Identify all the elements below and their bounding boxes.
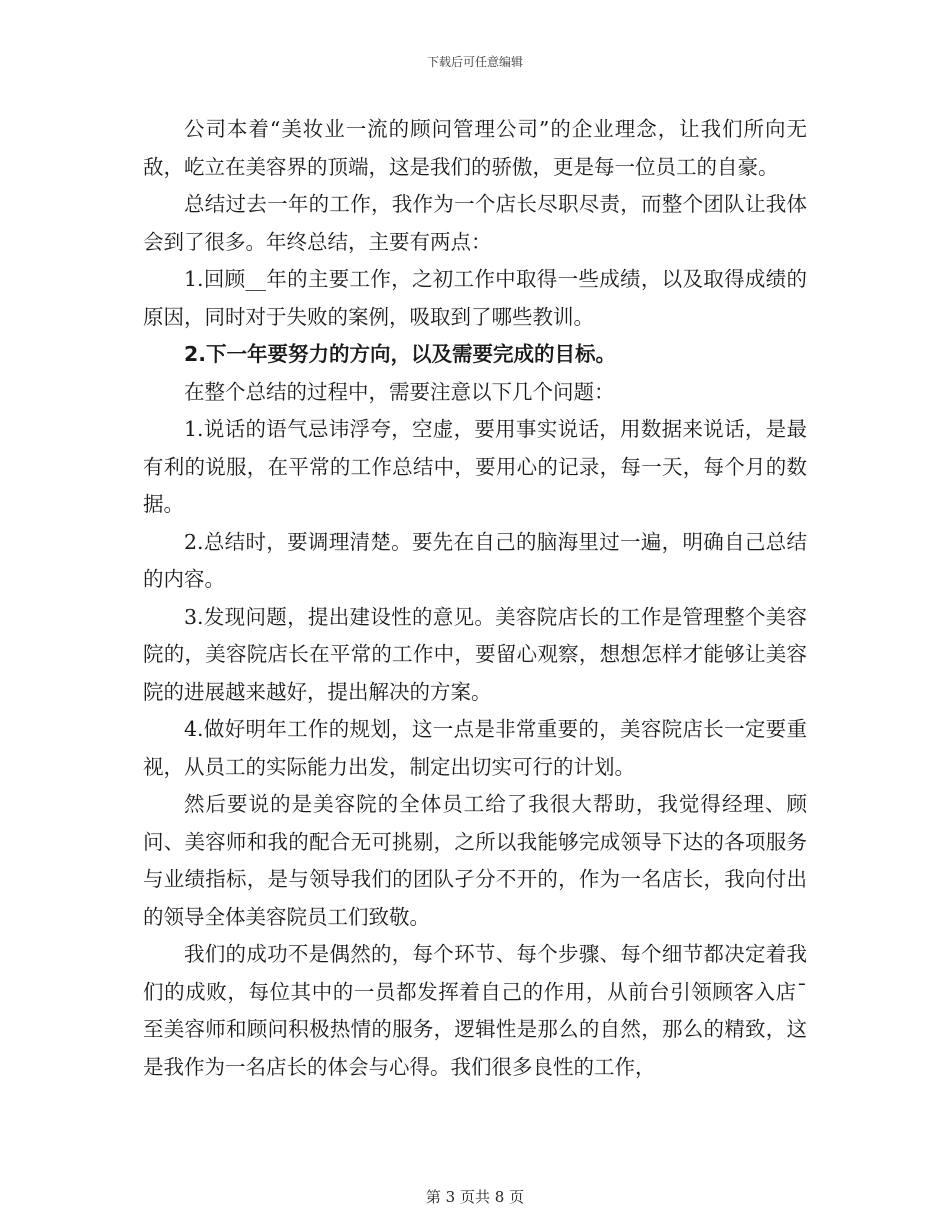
- paragraph: 1.回顾__年的主要工作，之初工作中取得一些成绩，以及取得成绩的原因，同时对于失败的案例，吸取到了哪些教训。: [143, 267, 807, 329]
- paragraph-bold-heading: 2.下一年要努力的方向，以及需要完成的目标。: [184, 342, 617, 366]
- paragraph: 然后要说的是美容院的全体员工给了我很大帮助，我觉得经理、顾问、美容师和我的配合无可挑剔，之所以我能够完成领导下达的各项服务与业绩指标，是与领导我们的团队孑分不开的，作为一名店长，我向付出的领导全体美容院员工们致敬。: [143, 792, 807, 929]
- page-header-note: 下载后可任意编辑: [426, 55, 523, 69]
- paragraph: 4.做好明年工作的规划，这一点是非常重要的，美容院店长一定要重视，从员工的实际能力出发，制定出切实可行的计划。: [143, 717, 807, 779]
- paragraph: 2.总结时，要调理清楚。要先在自己的脑海里过一遍，明确自己总结的内容。: [143, 529, 807, 591]
- paragraph: 总结过去一年的工作，我作为一个店长尽职尽责，而整个团队让我体会到了很多。年终总结，主要有两点：: [143, 192, 807, 254]
- paragraph: 公司本着“美妆业一流的顾问管理公司”的企业理念，让我们所向无敌，屹立在美容界的顶端，这是我们的骄傲，更是每一位员工的自豪。: [143, 117, 807, 179]
- paragraph: 我们的成功不是偶然的，每个环节、每个步骤、每个细节都决定着我们的成败，每位其中的一员都发挥着自己的作用，从前台引领顾客入店¯至美容师和顾问积极热情的服务，逻辑性是那么的自然，那么的精致，这是我作为一名店长的体会与心得。我们很多良性的工作，: [143, 942, 807, 1079]
- document-body: [143, 111, 807, 1086]
- paragraph: 1.说话的语气忌讳浮夸，空虚，要用事实说话，用数据来说话，是最有利的说服，在平常的工作总结中，要用心的记录，每一天，每个月的数据。: [143, 417, 807, 516]
- page-number: 第 3 页共 8 页: [425, 1188, 525, 1206]
- paragraph: 3.发现问题，提出建设性的意见。美容院店长的工作是管理整个美容院的，美容院店长在平常的工作中，要留心观察，想想怎样才能够让美容院的进展越来越好，提出解决的方案。: [143, 604, 807, 704]
- paragraph: 在整个总结的过程中，需要注意以下几个问题：: [184, 379, 615, 404]
